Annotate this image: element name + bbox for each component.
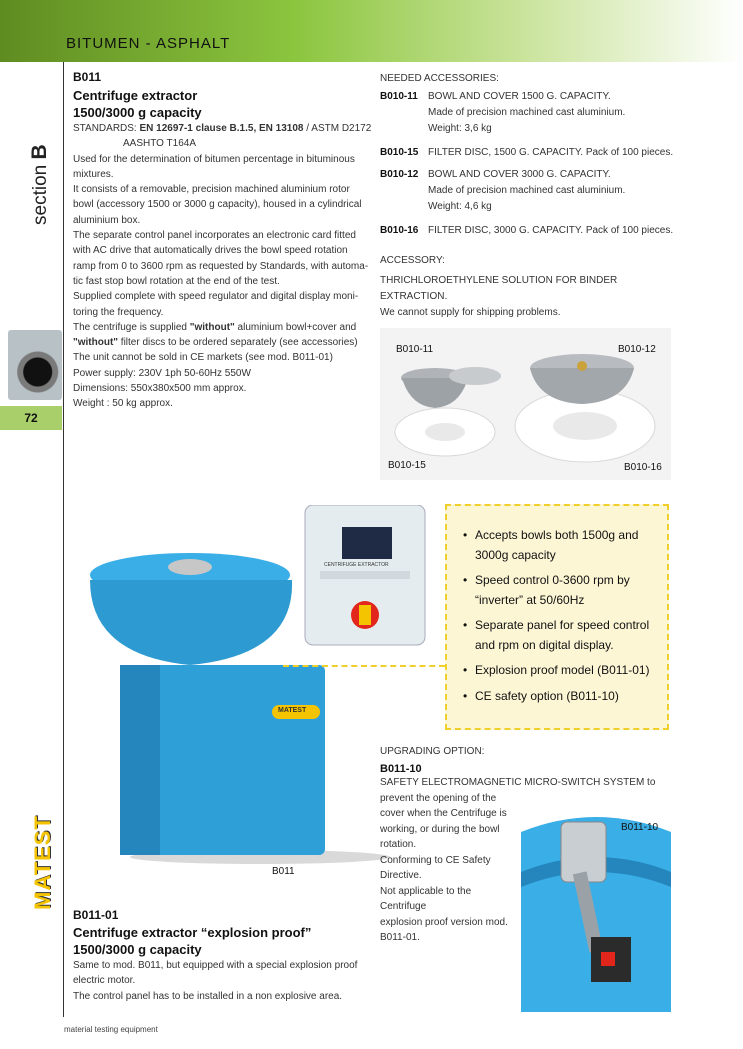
standards-bold: EN 12697-1 clause B.1.5, EN 13108	[139, 123, 304, 134]
desc-line: It consists of a removable, precision machined aluminium rotor	[73, 184, 350, 196]
desc-line: bowl (accessory 1500 or 3000 g capacity), housed in a cylindrical	[73, 199, 362, 211]
upgrade-line: prevent the opening of the	[380, 792, 497, 804]
b011-title-2: 1500/3000 g capacity	[73, 105, 202, 120]
accessory-code: B010-12	[380, 169, 419, 180]
drum-opening	[168, 559, 212, 575]
brand-text: MATEST	[278, 707, 307, 714]
page-number: 72	[0, 406, 62, 430]
upgrade-line: SAFETY ELECTROMAGNETIC MICRO-SWITCH SYSTEM to	[380, 777, 656, 788]
accessory-item	[380, 223, 680, 239]
desc-line: toring the frequency.	[73, 306, 164, 318]
upgrade-line: Conforming to CE Safety	[380, 854, 491, 866]
desc-line: with AC drive that automatically drives the bowl speed rotation	[73, 245, 348, 257]
footer-text: material testing equipment	[64, 1025, 158, 1034]
feature-item: • Speed control 0-3600 rpm by “inverter” at 50/60Hz	[463, 571, 653, 610]
desc-line: mixtures.	[73, 168, 114, 180]
accessory-code: B010-16	[380, 225, 419, 236]
disc-hole	[553, 412, 617, 440]
features-callout	[445, 504, 669, 730]
b01101-description	[73, 958, 373, 1004]
accessory-line: THRICHLOROETHYLENE SOLUTION FOR BINDER EXTRACTION.	[380, 275, 618, 302]
accessory-line: Made of precision machined cast aluminium.	[428, 107, 626, 118]
photo-label-b010-16: B010-16	[624, 462, 662, 473]
accessory-heading: ACCESSORY:	[380, 255, 445, 266]
b01101-block	[73, 908, 373, 1004]
feature-item: • CE safety option (B011-10)	[463, 687, 653, 707]
b01101-code: B011-01	[73, 908, 119, 922]
photo-label-b010-11: B010-11	[396, 344, 434, 355]
without-post-b: filter discs to be ordered separately (see accessories)	[118, 337, 358, 349]
b01101-title-1: Centrifuge extractor “explosion proof”	[73, 925, 312, 940]
b011-standards-line2: AASHTO T164A	[123, 138, 196, 150]
feature-item: • Accepts bowls both 1500g and 3000g capacity	[463, 526, 653, 565]
desc-line: The separate control panel incorporates an electronic card fitted	[73, 230, 356, 242]
machine-base-side	[120, 665, 160, 855]
machine-drum	[90, 580, 292, 665]
section-thumbnail	[8, 330, 62, 400]
desc-line: ramp from 0 to 3600 rpm as requested by Standards, with automa-	[73, 260, 369, 272]
without-post: aluminium bowl+cover and	[234, 321, 357, 333]
accessory-line: Weight: 3,6 kg	[428, 123, 492, 134]
upgrade-code: B011-10	[380, 763, 422, 775]
photo-label-b010-12: B010-12	[618, 344, 656, 355]
features-list	[463, 526, 653, 706]
b01101-title-2: 1500/3000 g capacity	[73, 942, 202, 957]
header-band	[0, 0, 743, 62]
upgrade-line: Not applicable to the Centrifuge	[380, 885, 472, 912]
upgrade-line: cover when the Centrifuge is	[380, 808, 507, 819]
accessory-line: FILTER DISC, 3000 G. CAPACITY. Pack of 100 pieces.	[428, 225, 674, 236]
accessories-heading: NEEDED ACCESSORIES:	[380, 73, 499, 84]
bowls-photo	[380, 328, 671, 480]
desc-line: Power supply: 230V 1ph 50-60Hz 550W	[73, 367, 251, 379]
vertical-divider	[63, 62, 64, 1017]
photo-label-b010-15: B010-15	[388, 460, 426, 471]
switch-illustration	[521, 812, 671, 1012]
callout-connector	[283, 665, 445, 667]
page-title: BITUMEN - ASPHALT	[66, 35, 231, 52]
standards-rest: / ASTM D2172	[303, 123, 372, 134]
desc-line: Used for the determination of bitumen percentage in bituminous	[73, 153, 355, 165]
bowl-knob	[577, 361, 587, 371]
desc-line: electric motor.	[73, 975, 136, 987]
feature-item: • Separate panel for speed control and rpm on digital display.	[463, 616, 653, 655]
matest-logo: MATEST	[30, 815, 55, 910]
disc-hole	[425, 423, 465, 441]
upgrade-line: B011-01.	[380, 932, 420, 943]
without-pre: The centrifuge is supplied	[73, 321, 190, 333]
desc-line: Dimensions: 550x380x500 mm approx.	[73, 383, 247, 395]
upgrade-heading: UPGRADING OPTION:	[380, 746, 485, 757]
upgrade-line: rotation.	[380, 839, 417, 850]
cover-small	[449, 367, 501, 385]
without-word: "without"	[73, 337, 119, 349]
without-line-a	[73, 320, 373, 335]
accessory-code: B010-15	[380, 147, 419, 158]
digital-display	[342, 527, 392, 559]
desc-line: The unit cannot be sold in CE markets (see mod. B011-01)	[73, 352, 333, 364]
b011-standards	[73, 121, 373, 136]
upgrade-text	[380, 791, 518, 946]
feature-item: • Explosion proof model (B011-01)	[463, 661, 653, 681]
standards-prefix: STANDARDS:	[73, 123, 140, 134]
section-word: section	[30, 164, 51, 225]
switch-photo	[521, 812, 671, 1012]
desc-line: tic fast stop bowl rotation at the end of the test.	[73, 275, 280, 287]
b011-code: B011	[73, 70, 102, 84]
accessory-line: Weight: 4,6 kg	[428, 201, 492, 212]
switch-handle	[359, 605, 371, 625]
b011-block	[73, 70, 373, 412]
upgrade-line: working, or during the bowl	[380, 823, 500, 835]
accessory-item	[380, 167, 680, 215]
panel-label-plate	[320, 571, 410, 579]
machine-caption: B011	[272, 866, 295, 877]
accessory-line: BOWL AND COVER 3000 G. CAPACITY.	[428, 169, 611, 180]
accessory-line: Made of precision machined cast aluminium.	[428, 185, 626, 196]
b011-title-1: Centrifuge extractor	[73, 88, 198, 103]
accessory-item	[380, 89, 680, 137]
accessory-item	[380, 145, 680, 161]
desc-line: aluminium box.	[73, 214, 141, 226]
accessory-line: We cannot supply for shipping problems.	[380, 307, 561, 318]
panel-text: CENTRIFUGE EXTRACTOR	[324, 562, 389, 568]
desc-line: The control panel has to be installed in a non explosive area.	[73, 990, 343, 1002]
accessory-line: BOWL AND COVER 1500 G. CAPACITY.	[428, 91, 611, 102]
accessory-line: FILTER DISC, 1500 G. CAPACITY. Pack of 100 pieces.	[428, 147, 674, 158]
upgrade-line: explosion proof version mod.	[380, 916, 508, 928]
switch-photo-label: B011-10	[621, 822, 659, 833]
b011-description	[73, 152, 373, 412]
section-letter: B	[28, 144, 51, 160]
desc-line: Same to mod. B011, but equipped with a special explosion proof	[73, 960, 358, 971]
accessory-code: B010-11	[380, 91, 418, 102]
section-label	[28, 144, 52, 225]
without-word: "without"	[189, 321, 235, 333]
desc-line: Supplied complete with speed regulator and digital display moni-	[73, 291, 359, 303]
desc-line: Weight : 50 kg approx.	[73, 398, 173, 410]
without-line-b	[73, 335, 373, 350]
switch-led	[601, 952, 615, 966]
upgrade-line: Directive.	[380, 870, 422, 881]
accessories-block	[380, 71, 680, 321]
